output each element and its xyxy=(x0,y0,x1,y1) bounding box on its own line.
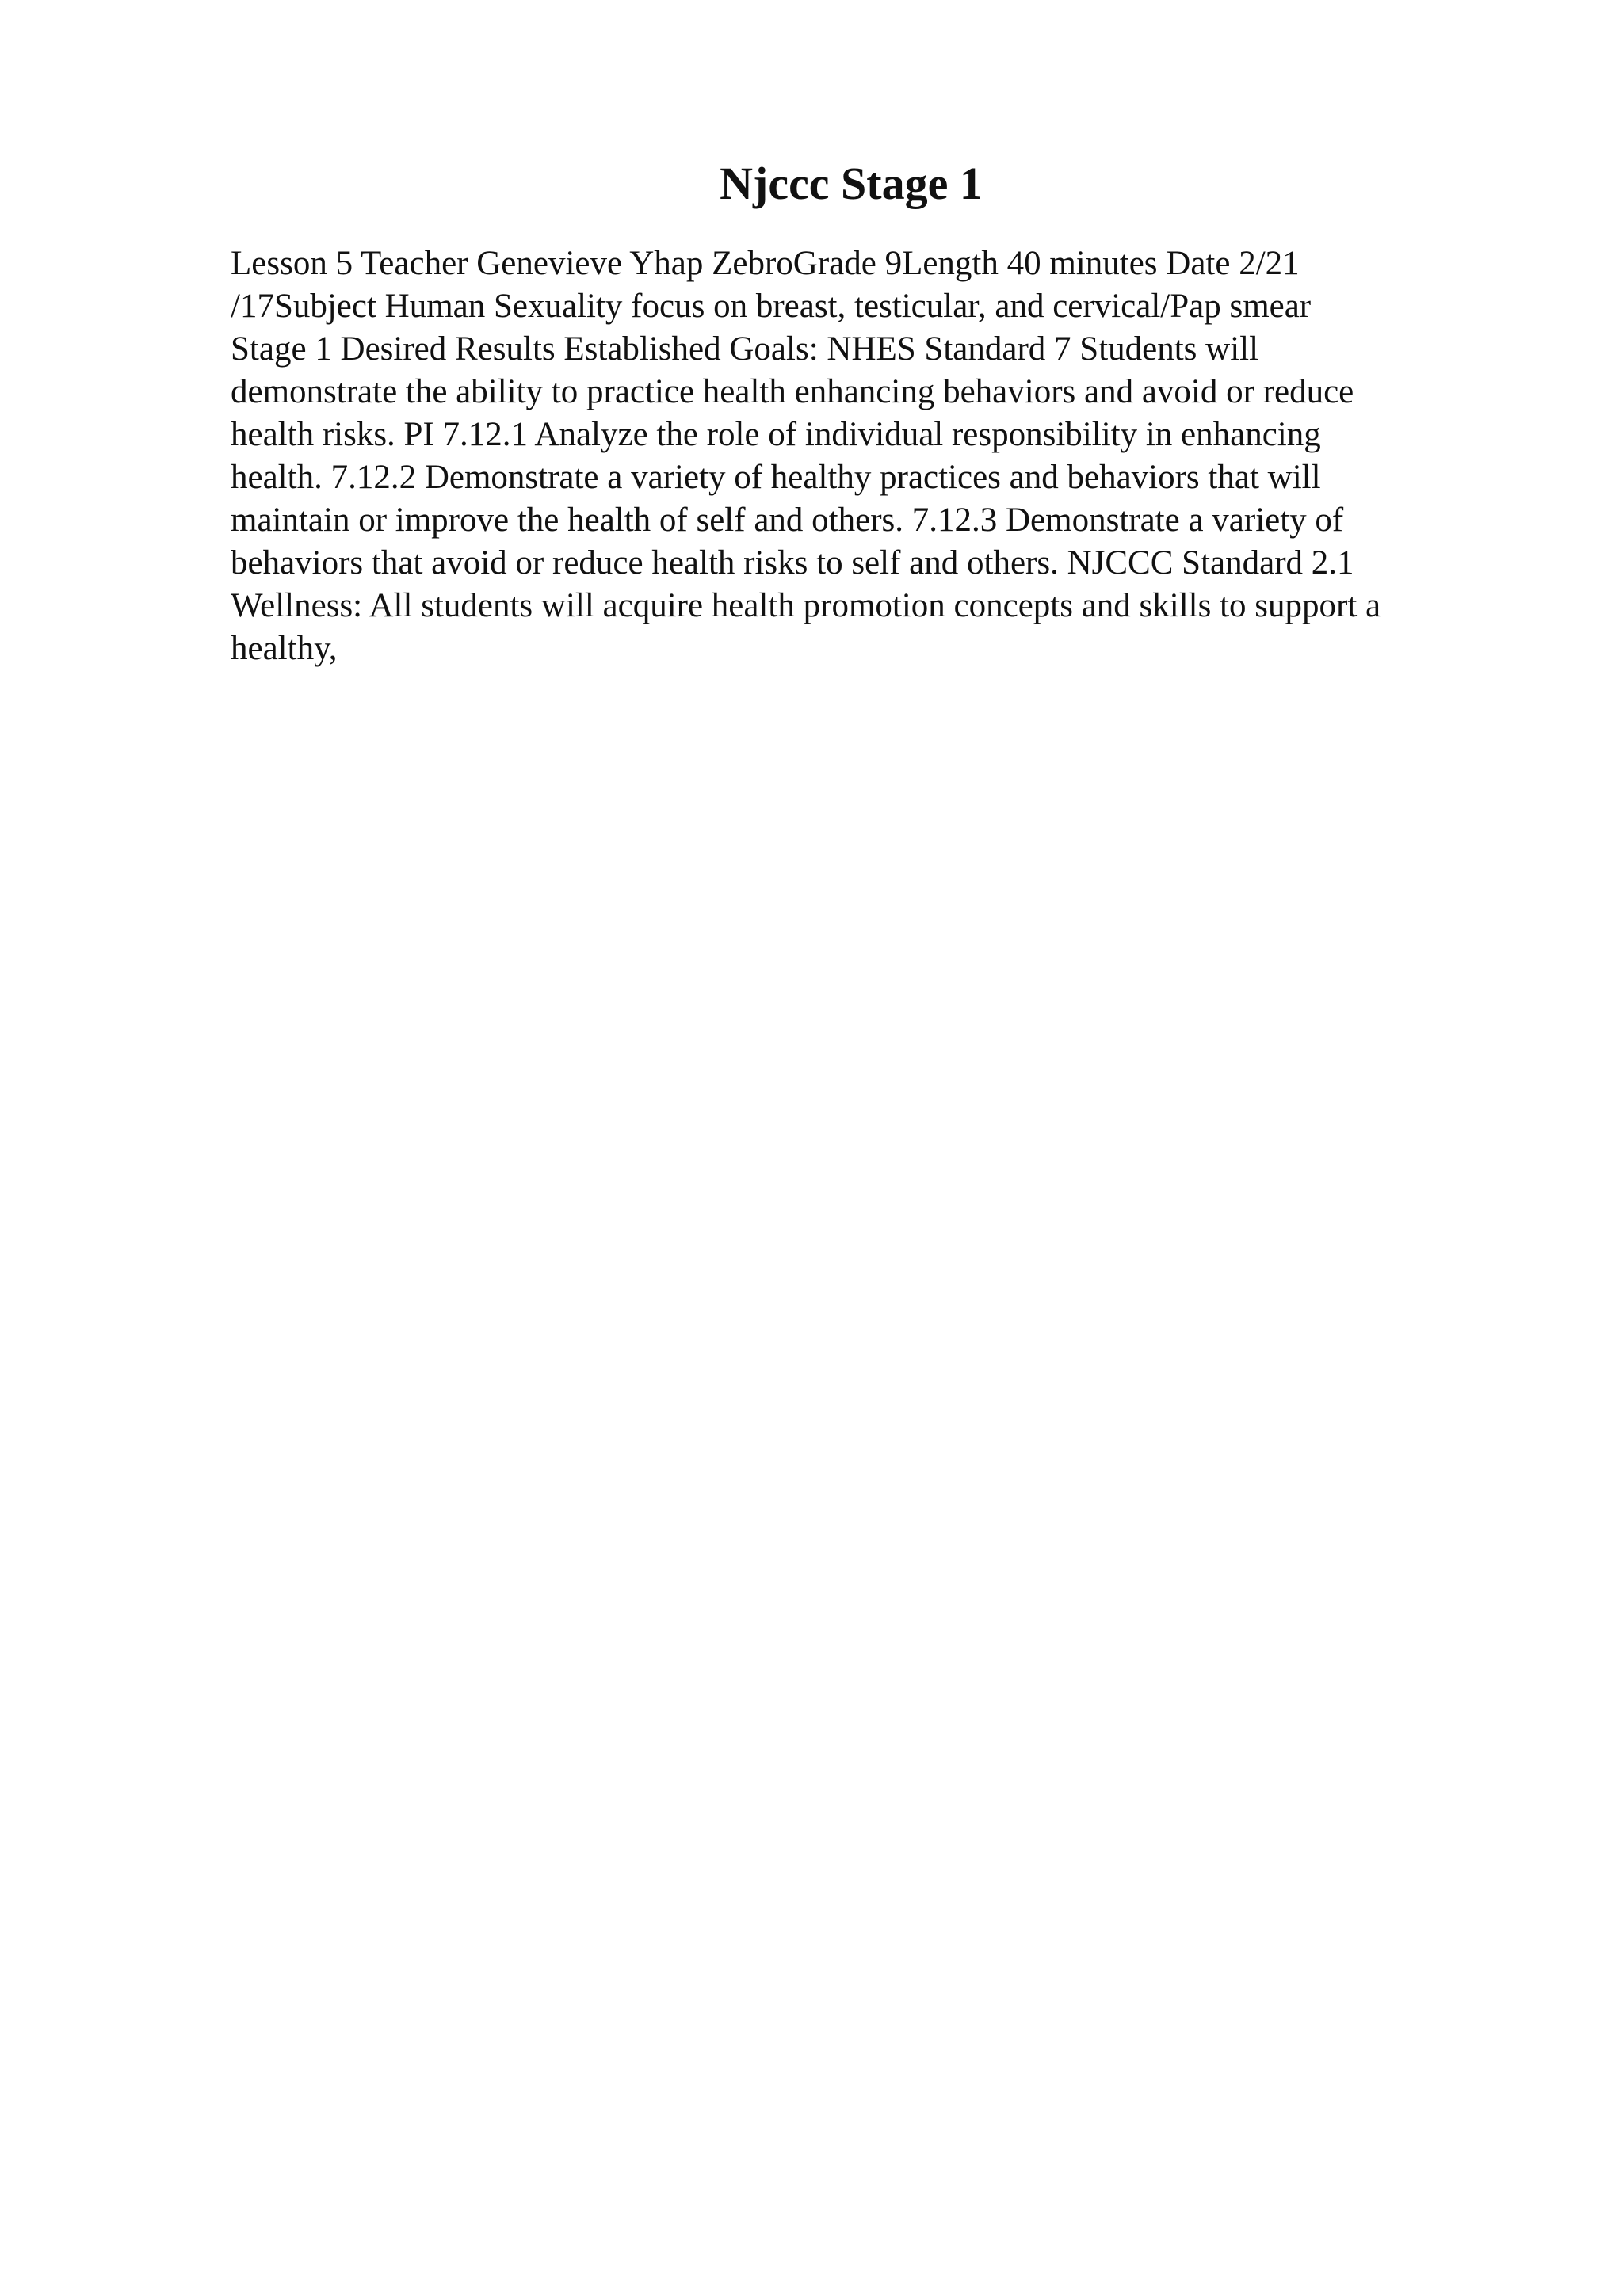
body-line: healthy, xyxy=(231,630,338,667)
body-line: maintain or improve the health of self and others. 7.12.3 Demonstrate a variety of xyxy=(231,502,1344,539)
body-line: Wellness: All students will acquire health promotion concepts and skills to support a xyxy=(231,587,1381,624)
body-line: behaviors that avoid or reduce health risks to self and others. NJCCC Standard 2.1 xyxy=(231,544,1354,582)
body-paragraph xyxy=(231,242,1514,670)
body-line: /17Subject Human Sexuality focus on breast, testicular, and cervical/Pap smear xyxy=(231,288,1312,325)
body-line: health risks. PI 7.12.1 Analyze the role of individual responsibility in enhancing xyxy=(231,416,1321,453)
body-line: Stage 1 Desired Results Established Goals: NHES Standard 7 Students will xyxy=(231,330,1259,368)
body-line: health. 7.12.2 Demonstrate a variety of healthy practices and behaviors that will xyxy=(231,459,1321,496)
body-line: Lesson 5 Teacher Genevieve Yhap ZebroGrade 9Length 40 minutes Date 2/21 xyxy=(231,245,1300,282)
body-line: demonstrate the ability to practice health enhancing behaviors and avoid or reduce xyxy=(231,373,1354,410)
page-title: Njccc Stage 1 xyxy=(720,158,983,209)
